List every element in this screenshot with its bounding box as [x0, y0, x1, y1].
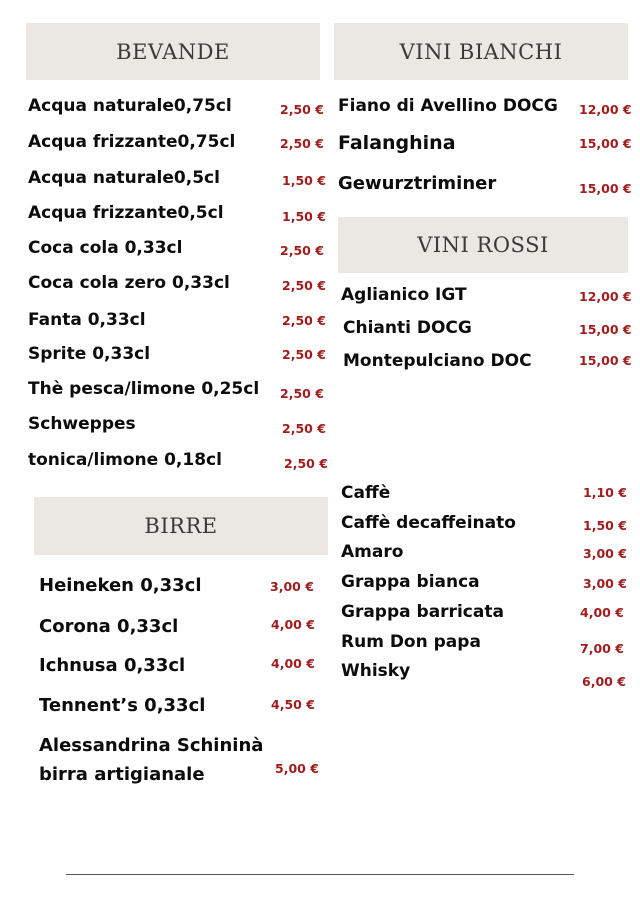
menu-item-price: 3,00 € — [583, 576, 627, 591]
menu-item-name: Falanghina — [338, 132, 456, 154]
menu-item-price: 2,50 € — [280, 243, 324, 258]
menu-item-price: 4,00 € — [271, 617, 315, 632]
vini-bianchi-header — [334, 23, 628, 80]
menu-item-price: 2,50 € — [282, 313, 326, 328]
menu-item-name: Chianti DOCG — [343, 318, 472, 338]
bevande-title: BEVANDE — [116, 39, 230, 64]
menu-item-name: Aglianico IGT — [341, 285, 467, 305]
menu-item-price: 15,00 € — [579, 353, 632, 368]
menu-item-price: 15,00 € — [579, 181, 632, 196]
menu-item-price: 1,50 € — [282, 209, 326, 224]
menu-item-name: birra artigianale — [39, 764, 205, 785]
menu-item-name: Schweppes — [28, 414, 136, 434]
menu-item-price: 15,00 € — [579, 136, 632, 151]
menu-item-name: Coca cola zero 0,33cl — [28, 273, 230, 293]
menu-item-price: 2,50 € — [284, 456, 328, 471]
menu-item-name: Amaro — [341, 542, 404, 562]
menu-item-name: Caffè decaffeinato — [341, 513, 516, 533]
menu-item-price: 1,50 € — [583, 518, 627, 533]
menu-item-name: Ichnusa 0,33cl — [39, 655, 186, 676]
menu-item-price: 2,50 € — [280, 136, 324, 151]
menu-item-price: 4,00 € — [271, 656, 315, 671]
menu-item-price: 4,00 € — [580, 605, 624, 620]
menu-item-price: 6,00 € — [582, 674, 626, 689]
birre-header — [34, 497, 328, 555]
menu-item-price: 2,50 € — [282, 278, 326, 293]
vini-bianchi-title: VINI BIANCHI — [399, 39, 563, 64]
menu-item-name: Sprite 0,33cl — [28, 344, 151, 364]
menu-item-name: Gewurztriminer — [338, 173, 497, 194]
menu-item-price: 1,50 € — [282, 173, 326, 188]
footer-divider — [66, 874, 574, 875]
bevande-header — [26, 23, 320, 80]
menu-item-name: Acqua frizzante0,75cl — [28, 132, 236, 152]
menu-item-name: Corona 0,33cl — [39, 616, 179, 637]
menu-item-name: Fanta 0,33cl — [28, 310, 146, 330]
menu-item-name: Acqua frizzante0,5cl — [28, 203, 224, 223]
menu-item-price: 2,50 € — [282, 347, 326, 362]
menu-item-name: Montepulciano DOC — [343, 351, 532, 371]
menu-item-price: 1,10 € — [583, 485, 627, 500]
menu-item-price: 5,00 € — [275, 761, 319, 776]
menu-item-price: 12,00 € — [579, 289, 632, 304]
menu-item-name: Rum Don papa — [341, 632, 481, 652]
menu-item-price: 3,00 € — [270, 579, 314, 594]
menu-item-name: Heineken 0,33cl — [39, 575, 202, 596]
menu-item-name: Acqua naturale0,5cl — [28, 168, 220, 188]
vini-rossi-header — [338, 217, 628, 273]
menu-item-name: Grappa bianca — [341, 572, 480, 592]
menu-item-price: 7,00 € — [580, 641, 624, 656]
menu-item-price: 15,00 € — [579, 322, 632, 337]
menu-item-name: Fiano di Avellino DOCG — [338, 96, 558, 116]
menu-item-name: Tennent’s 0,33cl — [39, 695, 206, 716]
menu-item-price: 2,50 € — [282, 421, 326, 436]
menu-item-name: Caffè — [341, 483, 391, 503]
vini-rossi-title: VINI ROSSI — [417, 233, 549, 257]
menu-item-name: Acqua naturale0,75cl — [28, 96, 232, 116]
menu-item-price: 2,50 € — [280, 386, 324, 401]
menu-item-name: tonica/limone 0,18cl — [28, 450, 222, 470]
menu-item-price: 2,50 € — [280, 102, 324, 117]
menu-item-price: 3,00 € — [583, 546, 627, 561]
menu-item-price: 12,00 € — [579, 102, 632, 117]
menu-item-name: Whisky — [341, 661, 411, 681]
menu-item-price: 4,50 € — [271, 697, 315, 712]
birre-title: BIRRE — [144, 514, 218, 538]
menu-item-name: Thè pesca/limone 0,25cl — [28, 379, 260, 399]
menu-item-name: Alessandrina Schininà — [39, 735, 264, 756]
menu-item-name: Grappa barricata — [341, 602, 504, 622]
menu-item-name: Coca cola 0,33cl — [28, 238, 183, 258]
